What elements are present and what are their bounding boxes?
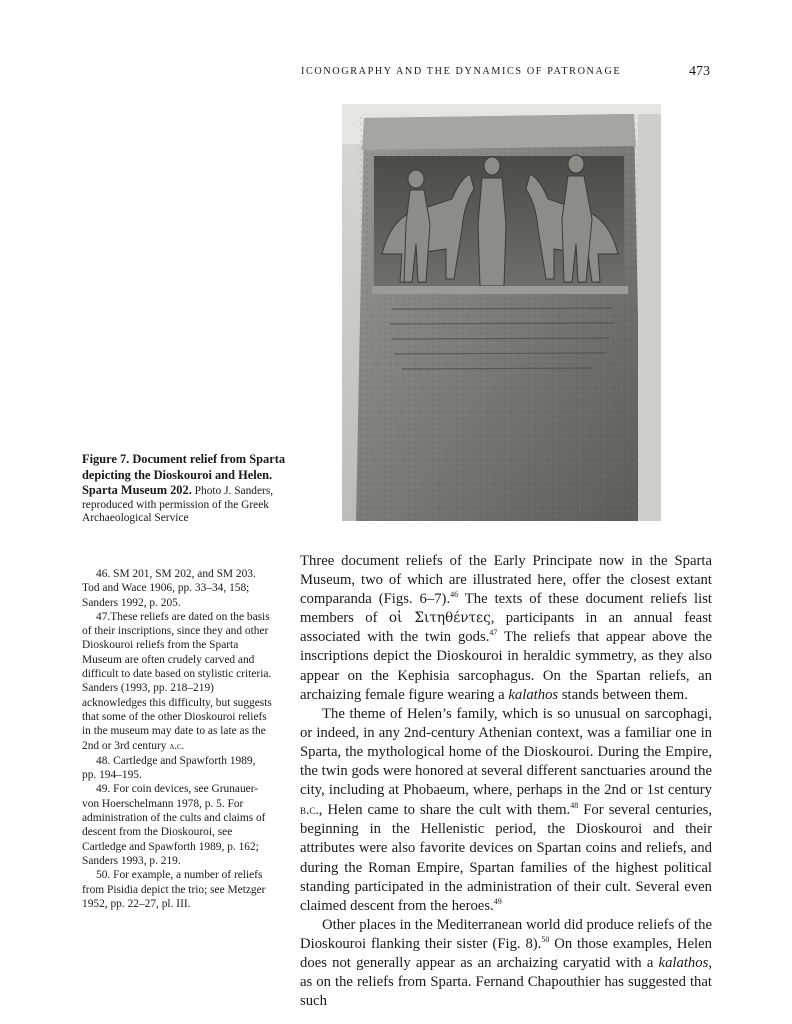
caption-label: Figure 7. Document relief from Sparta depicting the Dioskouroi and Helen. Sparta Museum 202. [82,452,286,498]
footnote-47: 47.These reliefs are dated on the basis of their inscriptions, since they and other Dioskouroi reliefs from the Sparta Museum are often crudely carved and difficult to date based on stylistic criteria. Sanders (1993, pp. 218–219) acknowledges this difficulty, but suggests that some of the other Dioskouroi reliefs in the museum may date to as late as the 2nd or 3rd century a.c. [82,610,272,752]
figure-photo [342,104,661,521]
caption-credit: Photo J. Sanders, reproduced with permission of the Greek Archaeological Service [82,485,274,525]
footnote-50: 50. For example, a number of reliefs from Pisidia depict the trio; see Metzger 1952, pp. 22–27, pl. III. [82,869,266,910]
stone-relief-photo [342,104,661,521]
footnote-46: 46. SM 201, SM 202, and SM 203. Tod and Wace 1906, pp. 33–34, 158; Sanders 1992, p. 205. [82,568,256,609]
footnotes [82,567,272,911]
main-body [300,552,712,1011]
page-number: 473 [689,64,710,79]
paragraph-1: Three document reliefs of the Early Principate now in the Sparta Museum, two of which are illustrated here, offer the closest extant comparanda (Figs. 6–7).$^{46}$ The texts of these document reliefs list members of οἱ Σιτηθέντες, participants in an annual feast associated with the twin gods.$^{47}$ The reliefs that appear above the inscriptions depict the Dioskouroi in heraldic symmetry, as they also appear on the Kephisia sarcophagus. On the Spartan reliefs, an archaizing female figure wearing a kalathos stands between them. [300,553,713,703]
footnote-48: 48. Cartledge and Spawforth 1989, pp. 194–195. [82,754,256,782]
footnote-49: 49. For coin devices, see Grunauer-von Hoerschelmann 1978, p. 5. For administration of the cults and claims of descent from the Dioskouroi, see Cartledge and Spawforth 1989, p. 162; Sanders 1993, p. 219. [82,783,266,867]
figure-caption [82,452,287,526]
running-head: ICONOGRAPHY AND THE DYNAMICS OF PATRONAGE [301,66,622,77]
paragraph-3: Other places in the Mediterranean world did produce reliefs of the Dioskouroi flanking their sister (Fig. 8).$^{50}$ On those examples, Helen does not generally appear as an archaizing caryatid with a kalathos, as on the reliefs from Sparta. Fernand Chapouthier has suggested that such [300,916,712,1010]
paragraph-2: The theme of Helen’s family, which is so unusual on sarcophagi, or indeed, in any 2nd-century Athenian context, was a familiar one in Sparta, the mythological home of the Dioskouroi. During the Empire, the twin gods were honored at several different sanctuaries around the city, including at Phobaeum, where, perhaps in the 2nd or 1st century b.c., Helen came to share the cult with them.$^{48}$ For several centuries, beginning in the Hellenistic period, the Dioskouroi and their attributes were also favorite devices on Spartan coins and reliefs, and during the Roman Empire, Spartan families of the highest political standing participated in the administration of their cult. Several even claimed descent from the heroes.$^{49}$ [300,705,712,914]
